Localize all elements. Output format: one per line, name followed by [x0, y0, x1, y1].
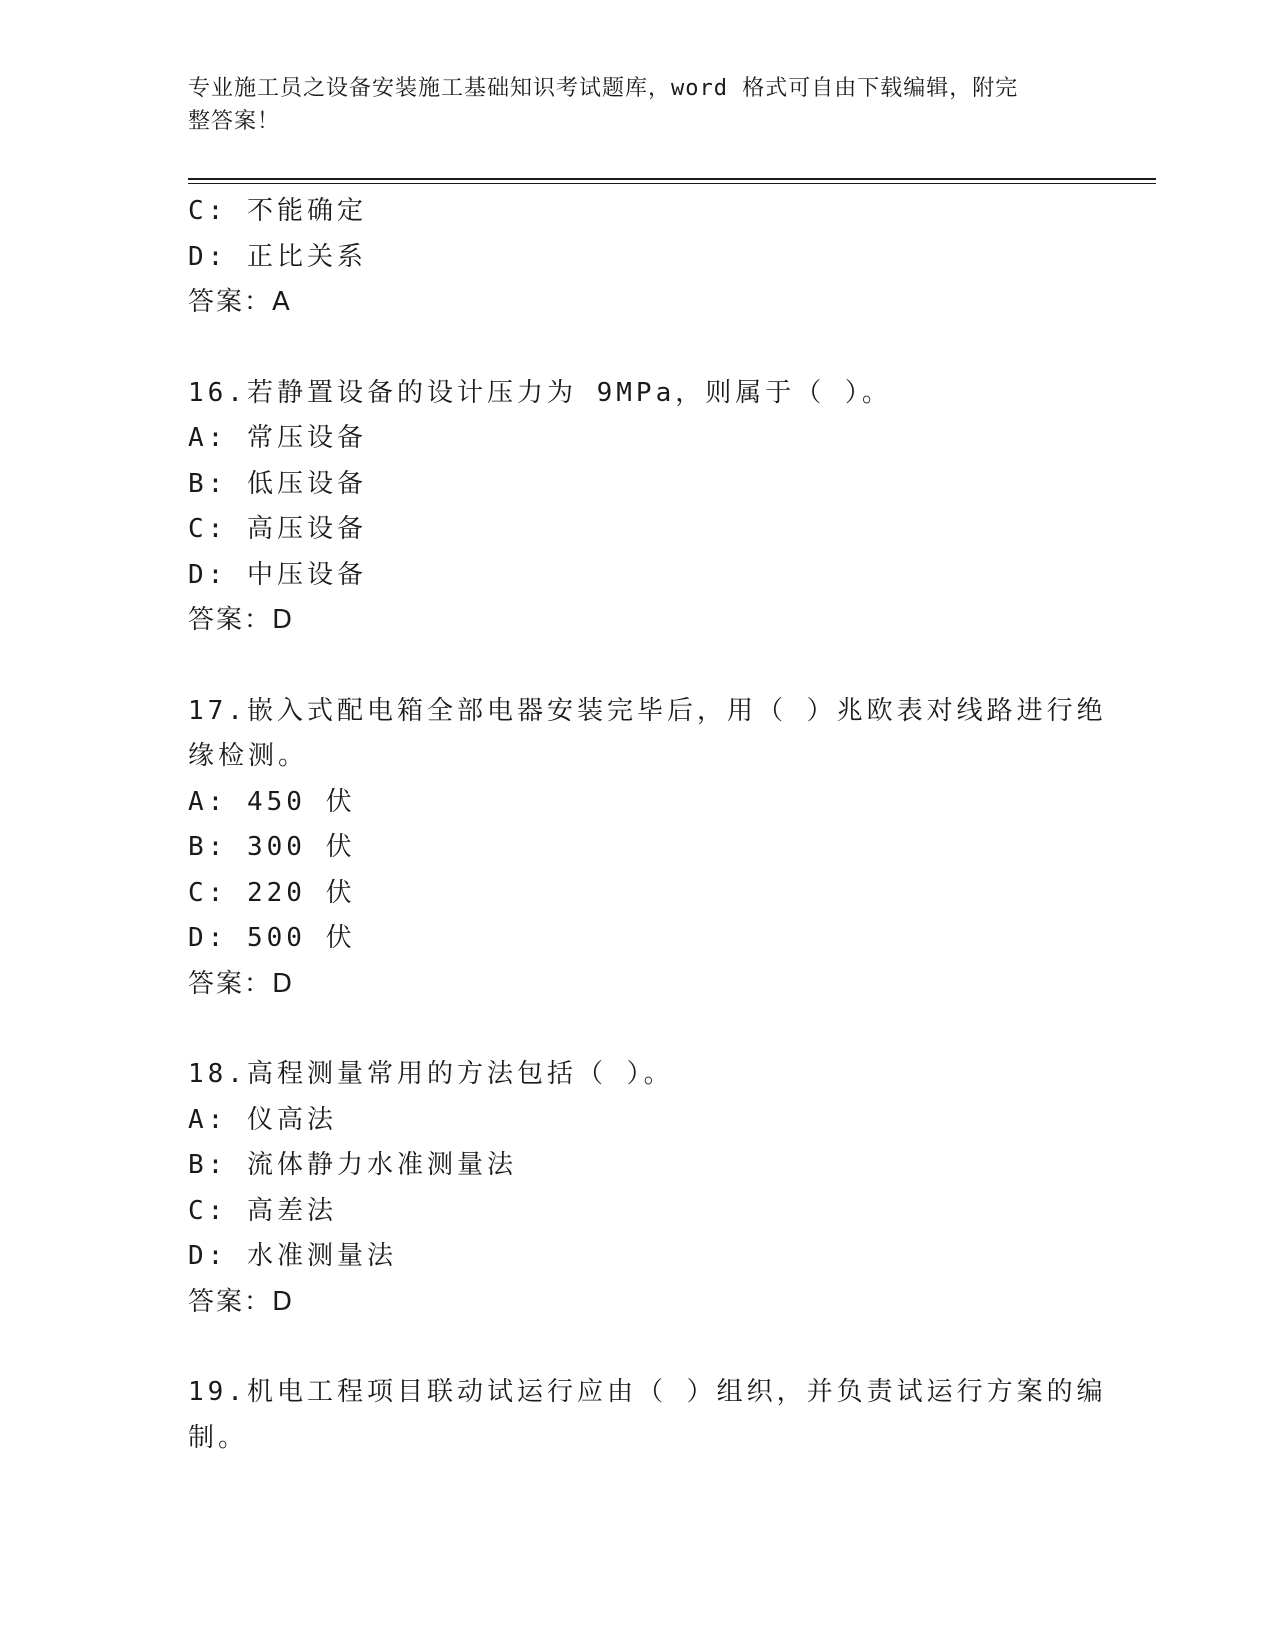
question-15-tail: [188, 189, 1068, 326]
question-stem: 18.高程测量常用的方法包括（ ）。: [188, 1059, 674, 1089]
question-19: [188, 1370, 1107, 1461]
question-18: [188, 1052, 1068, 1325]
option-d: D: 中压设备: [188, 559, 367, 590]
header-line-1: 专业施工员之设备安装施工基础知识考试题库，word 格式可自由下载编辑，附完: [188, 76, 1019, 101]
header-rule-thin: [188, 183, 1156, 184]
question-stem-line-2: 制。: [188, 1422, 249, 1453]
option-b: B: 300 伏: [188, 832, 356, 862]
document-header: [188, 72, 1068, 138]
answer: 答案：D: [188, 1286, 295, 1317]
question-stem-line-1: 19.机电工程项目联动试运行应由（ ）组织，并负责试运行方案的编: [188, 1377, 1107, 1407]
option-d: D: 500 伏: [188, 923, 356, 953]
question-stem-line-2: 缘检测。: [188, 741, 309, 771]
question-17: [188, 689, 1107, 1008]
question-stem: 16.若静置设备的设计压力为 9MPa，则属于（ ）。: [188, 377, 892, 408]
spacer: [188, 1325, 1068, 1370]
header-rule-thick: [188, 178, 1156, 180]
header-line-2: 整答案！: [188, 109, 281, 134]
spacer: [188, 644, 1068, 689]
option-a: A: 仪高法: [188, 1104, 337, 1135]
question-stem-line-1: 17.嵌入式配电箱全部电器安装完毕后，用（ ）兆欧表对线路进行绝: [188, 695, 1107, 726]
option-a: A: 450 伏: [188, 786, 356, 817]
option-b: B: 低压设备: [188, 468, 367, 499]
option-d: D: 水准测量法: [188, 1241, 397, 1271]
option-c: C: 高压设备: [188, 514, 367, 544]
option-b: B: 流体静力水准测量法: [188, 1150, 517, 1180]
option-c: C: 220 伏: [188, 877, 356, 908]
option-a: A: 常压设备: [188, 423, 367, 453]
answer: 答案：A: [188, 287, 292, 317]
question-list: [188, 189, 1107, 1461]
option-d: D: 正比关系: [188, 241, 367, 272]
question-16: [188, 371, 1068, 644]
spacer: [188, 326, 1068, 371]
spacer: [188, 1007, 1068, 1052]
option-c: C: 不能确定: [188, 196, 367, 226]
answer: 答案：D: [188, 968, 295, 999]
option-c: C: 高差法: [188, 1195, 337, 1226]
answer: 答案：D: [188, 605, 295, 635]
